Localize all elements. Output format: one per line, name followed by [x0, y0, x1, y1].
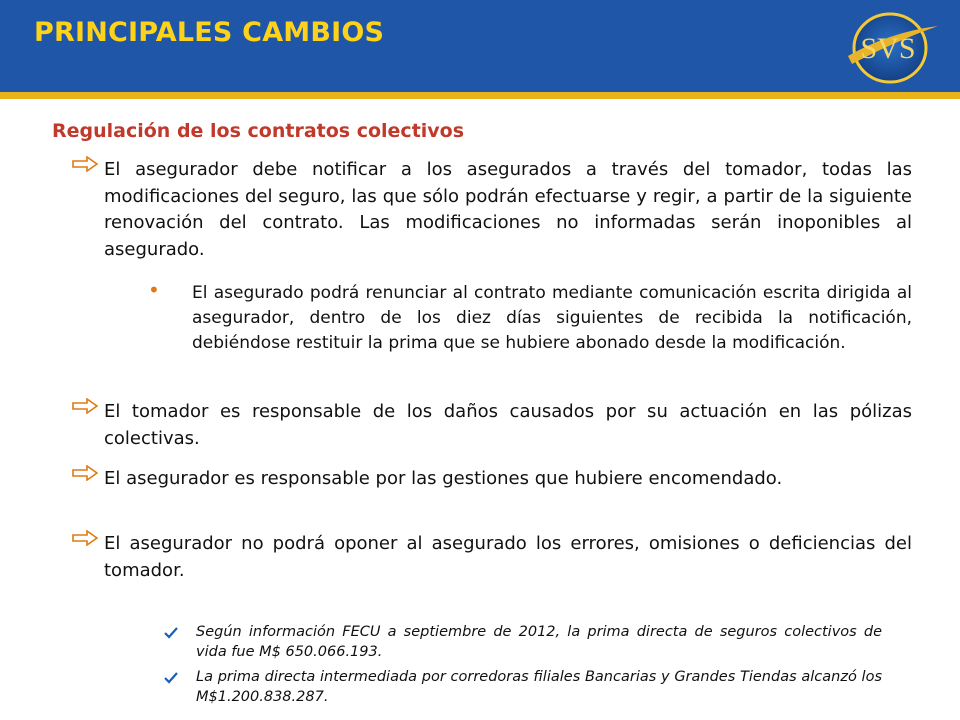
note-item-1: Según información FECU a septiembre de 2012, la prima directa de seguros colectivos de vida fue M$ 650.066.193. — [196, 624, 882, 660]
arrow-right-outline-icon — [72, 398, 98, 414]
section-subtitle: Regulación de los contratos colectivos — [52, 120, 465, 142]
note-item-2: La prima directa intermediada por corredoras filiales Bancarias y Grandes Tiendas alcanzó los M$1.200.838.287. — [196, 669, 882, 705]
checkmark-icon — [163, 625, 179, 641]
svs-logo — [842, 8, 942, 86]
arrow-right-outline-icon — [72, 156, 98, 172]
dot-icon: • — [148, 278, 160, 302]
bullet-item-3: El asegurador es responsable por las gestiones que hubiere encomendado. — [104, 468, 783, 489]
header-stripe — [0, 92, 960, 99]
checkmark-icon — [163, 670, 179, 686]
arrow-right-outline-icon — [72, 465, 98, 481]
subbullet-item: El asegurado podrá renunciar al contrato mediante comunicación escrita dirigida al asegurador, dentro de los diez días siguientes de recibida la notificación, debiéndose restituir la prima que se hubiere abonado desde la modificación. — [192, 283, 912, 353]
bullet-item-1: El asegurador debe notificar a los asegurados a través del tomador, todas las modificaciones del seguro, las que sólo podrán efectuarse y regir, a partir de la siguiente renovación del contrato. Las modificaciones no informadas serán inoponibles al asegurado. — [104, 159, 912, 260]
page-title: PRINCIPALES CAMBIOS — [34, 17, 385, 48]
svg-text:SVS: SVS — [860, 32, 916, 65]
arrow-right-outline-icon — [72, 530, 98, 546]
bullet-item-2: El tomador es responsable de los daños causados por su actuación en las pólizas colectivas. — [104, 401, 912, 449]
bullet-item-4: El asegurador no podrá oponer al asegurado los errores, omisiones o deficiencias del tomador. — [104, 533, 912, 581]
